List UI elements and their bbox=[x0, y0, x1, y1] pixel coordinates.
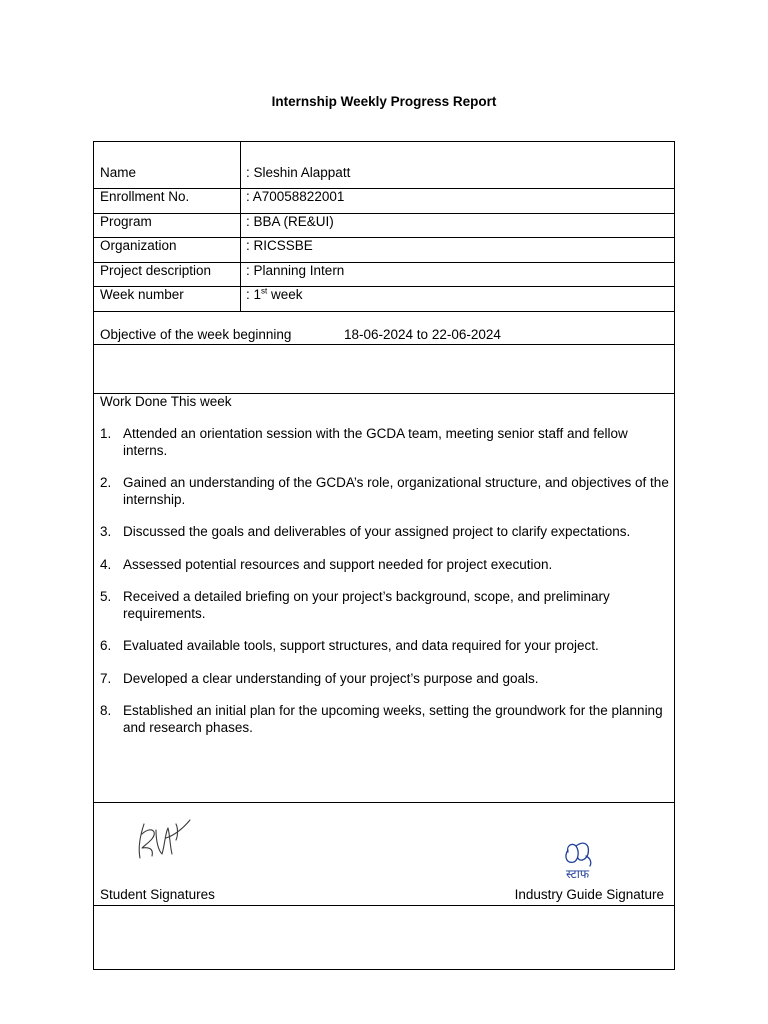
name-label: Name bbox=[100, 165, 137, 180]
list-item-number: 4. bbox=[100, 556, 112, 572]
program-label: Program bbox=[100, 214, 152, 229]
week-number-label: Week number bbox=[100, 287, 184, 302]
list-item-text: Received a detailed briefing on your project’s background, scope, and preliminary requirements. bbox=[123, 589, 610, 621]
week-number-prefix: : 1 bbox=[246, 287, 262, 302]
enrollment-value: : A70058822001 bbox=[246, 189, 345, 204]
list-item bbox=[100, 638, 670, 655]
list-item-number: 7. bbox=[100, 670, 112, 686]
project-description-label: Project description bbox=[100, 263, 212, 278]
student-signature bbox=[132, 814, 194, 866]
guide-signature bbox=[558, 836, 628, 880]
row-rule bbox=[94, 802, 674, 803]
list-item bbox=[100, 557, 670, 574]
work-done-heading: Work Done This week bbox=[100, 394, 232, 409]
list-item-text: Attended an orientation session with the GCDA team, meeting senior staff and fellow interns. bbox=[123, 426, 628, 458]
enrollment-label: Enrollment No. bbox=[100, 189, 190, 204]
row-rule bbox=[94, 344, 674, 345]
row-rule bbox=[94, 213, 674, 214]
industry-guide-signature-label: Industry Guide Signature bbox=[514, 887, 664, 902]
organization-label: Organization bbox=[100, 238, 177, 253]
list-item bbox=[100, 524, 670, 541]
list-item-number: 1. bbox=[100, 426, 112, 441]
list-item bbox=[100, 589, 670, 622]
list-item bbox=[100, 671, 670, 688]
list-item-number: 5. bbox=[100, 589, 112, 604]
list-item-number: 2. bbox=[100, 475, 112, 490]
list-item-text: Established an initial plan for the upcoming weeks, setting the groundwork for the planning and research phases. bbox=[123, 703, 663, 735]
row-rule bbox=[94, 237, 674, 238]
list-item-text: Discussed the goals and deliverables of your assigned project to clarify expectations. bbox=[123, 524, 631, 539]
week-number-value bbox=[246, 287, 303, 303]
organization-value: : RICSSBE bbox=[246, 238, 313, 253]
name-value: : Sleshin Alappatt bbox=[246, 165, 351, 180]
project-description-value: : Planning Intern bbox=[246, 263, 345, 278]
list-item-number: 3. bbox=[100, 524, 112, 539]
report-form bbox=[93, 141, 675, 970]
row-rule bbox=[94, 905, 674, 906]
list-item-text: Developed a clear understanding of your project’s purpose and goals. bbox=[123, 670, 539, 686]
list-item-text: Assessed potential resources and support needed for project execution. bbox=[123, 556, 553, 572]
objective-label: Objective of the week beginning bbox=[100, 327, 292, 342]
week-number-suffix: week bbox=[267, 287, 303, 302]
guide-signature-script: स्टाफ bbox=[566, 867, 590, 880]
list-item bbox=[100, 426, 670, 459]
list-item-text: Gained an understanding of the GCDA’s role, organizational structure, and objectives of the internship. bbox=[123, 475, 669, 507]
week-number-ordinal: st bbox=[261, 286, 268, 296]
list-item-number: 8. bbox=[100, 703, 112, 718]
objective-dates: 18-06-2024 to 22-06-2024 bbox=[344, 327, 501, 342]
list-item-text: Evaluated available tools, support structures, and data required for your project. bbox=[123, 638, 599, 653]
list-item bbox=[100, 703, 670, 736]
list-item-number: 6. bbox=[100, 638, 112, 653]
list-item bbox=[100, 475, 670, 508]
row-rule bbox=[94, 311, 674, 312]
student-signature-label: Student Signatures bbox=[100, 887, 215, 902]
program-value: : BBA (RE&UI) bbox=[246, 214, 334, 229]
work-done-list bbox=[100, 426, 670, 752]
report-title: Internship Weekly Progress Report bbox=[271, 94, 497, 109]
